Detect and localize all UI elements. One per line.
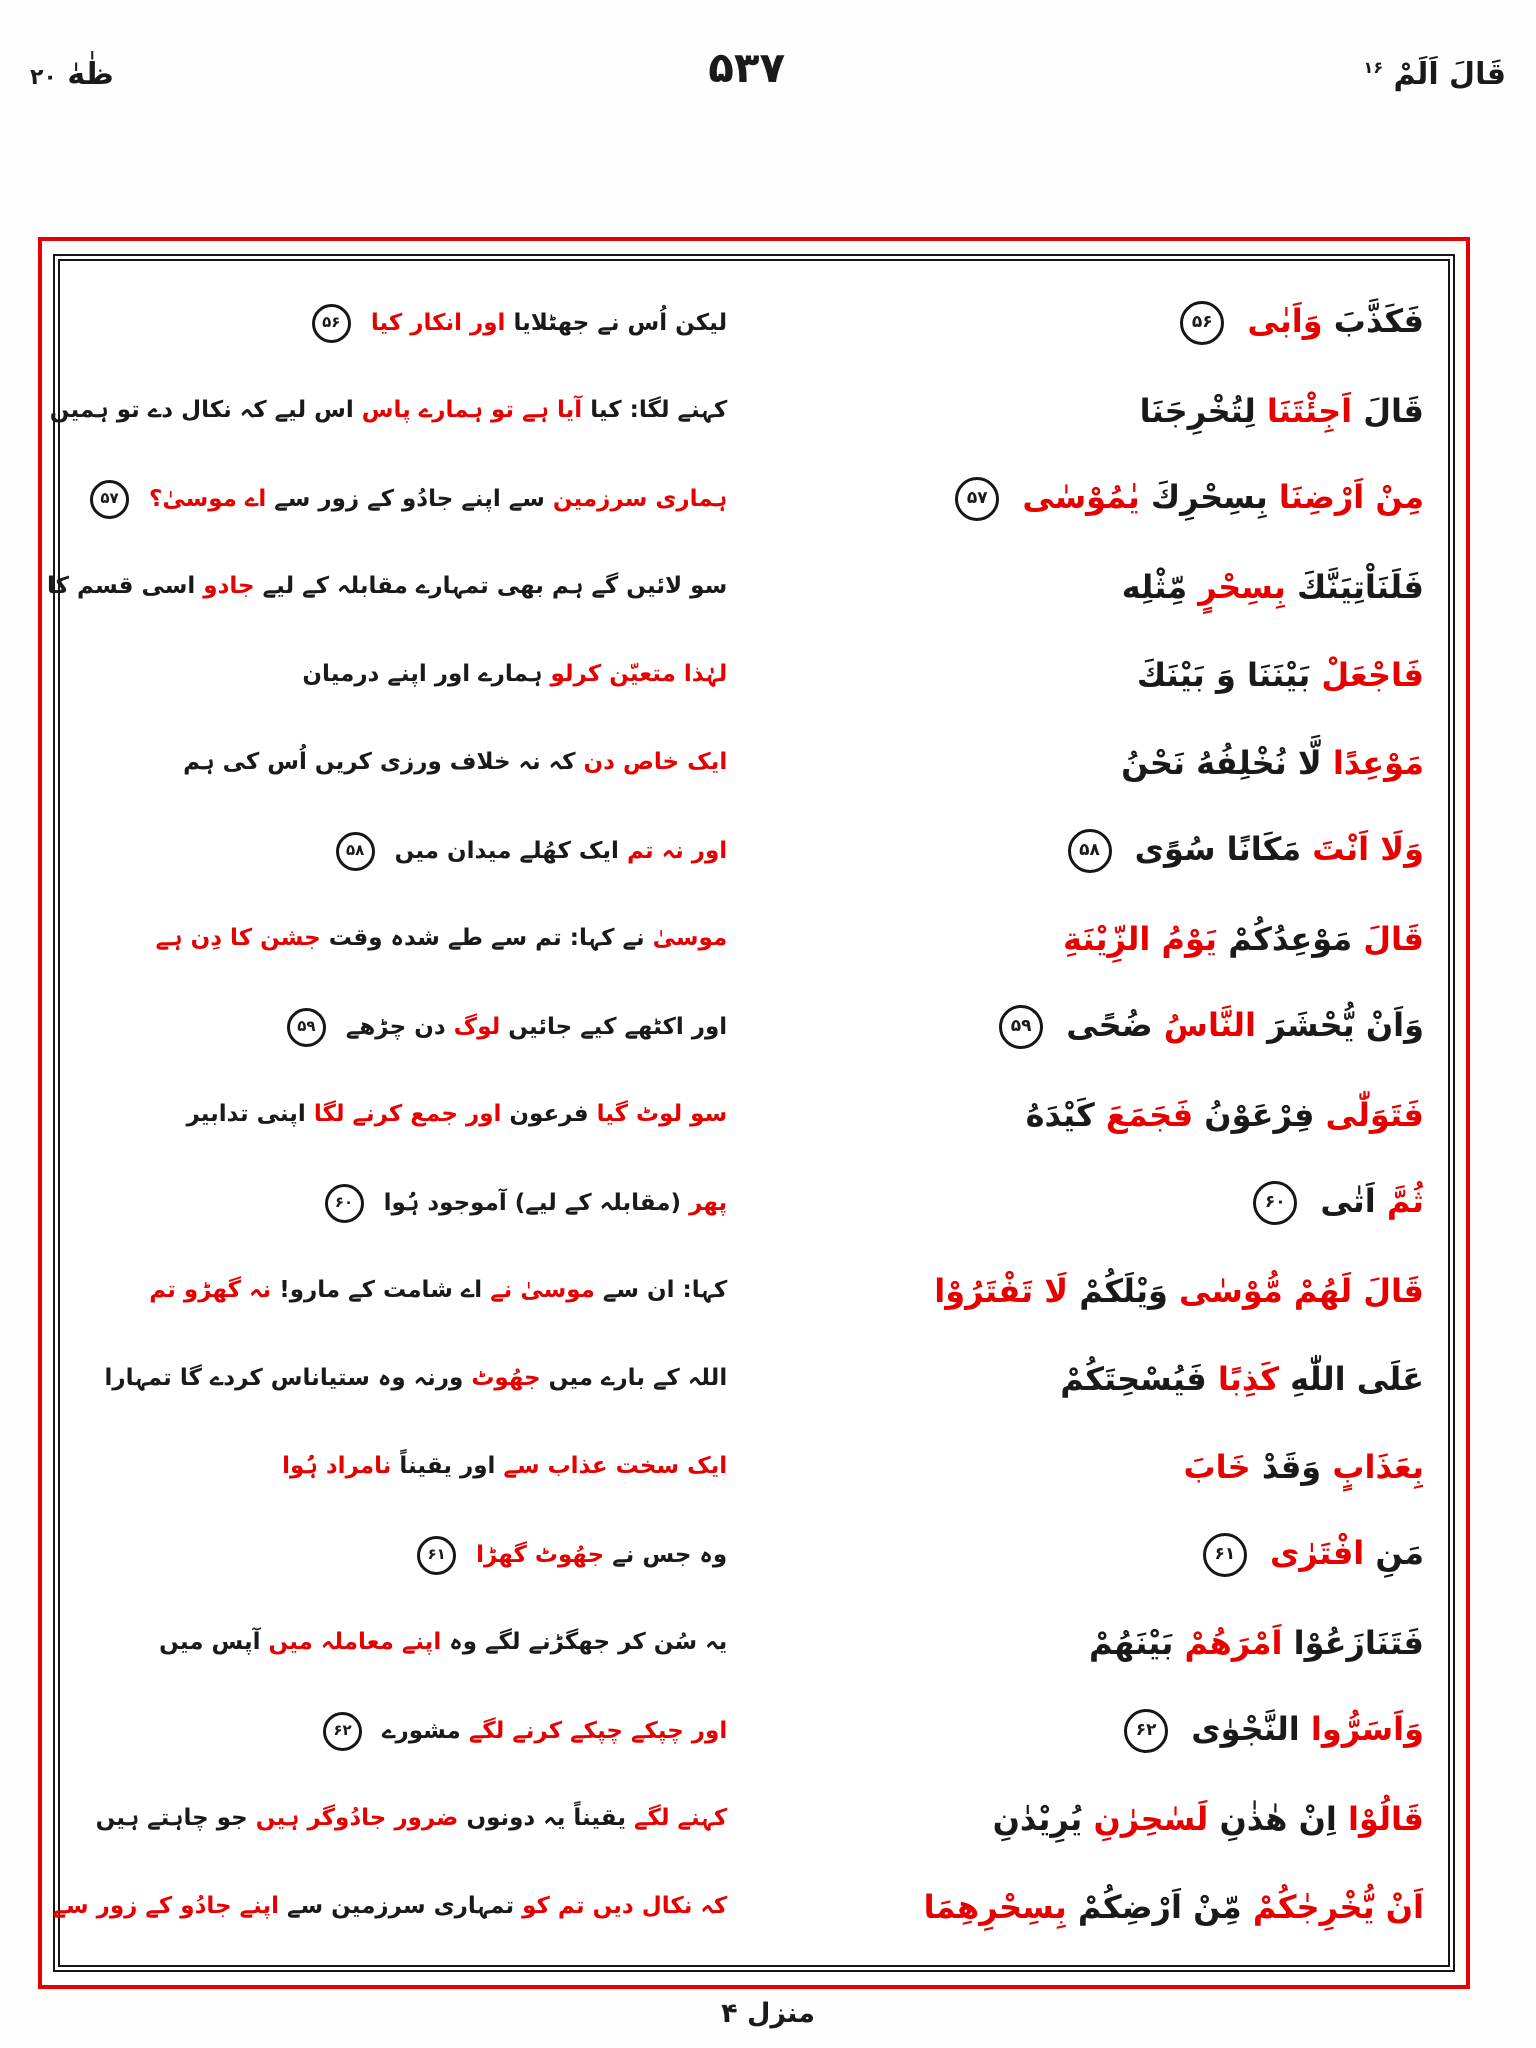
verse-row: [84, 1599, 1424, 1687]
text-segment: ایک کھُلے میدان میں: [394, 837, 619, 864]
text-segment: كَيْدَهُ: [1025, 1096, 1095, 1134]
text-segment: لَا تَفْتَرُوْا: [934, 1272, 1069, 1310]
verse-row: [84, 983, 1424, 1071]
text-segment: لوگ: [453, 1013, 501, 1040]
text-segment: اور چپکے چپکے کرنے لگے: [468, 1717, 728, 1744]
arabic-verse-line: [727, 1447, 1424, 1487]
arabic-verse-line: [727, 1181, 1424, 1225]
text-segment: فَلَنَاْتِيَنَّكَ: [1296, 568, 1424, 606]
verse-row: [84, 1775, 1424, 1863]
verse-row: [84, 1687, 1424, 1775]
text-segment: نے کہا: تم سے طے شدہ وقت: [328, 925, 645, 952]
text-segment: اس لیے کہ نکال دے تو ہمیں: [49, 397, 354, 424]
text-segment: لہٰذا متعیّن کرلو: [550, 661, 728, 688]
verse-row: [84, 1247, 1424, 1335]
text-segment: خَابَ: [1183, 1448, 1251, 1486]
surah-name: ظٰهٰ: [67, 57, 114, 92]
urdu-verse-line: [84, 1276, 727, 1306]
verse-row: [52, 1863, 1424, 1951]
text-segment: كَذِبًا: [1217, 1360, 1279, 1398]
text-segment: آپس میں: [159, 1629, 261, 1656]
verse-row: [84, 631, 1424, 719]
verse-row: [84, 1423, 1424, 1511]
verse-row: [84, 1159, 1424, 1247]
text-segment: بِسِحْرِكَ: [1150, 478, 1268, 516]
verse-number-badge: ۵۹: [287, 1008, 326, 1047]
arabic-verse-line: [727, 301, 1424, 345]
urdu-verse-line: [84, 1628, 727, 1658]
text-segment: اَمْرَهُمْ: [1184, 1624, 1283, 1662]
text-segment: نہ گھڑو تم: [149, 1277, 272, 1304]
urdu-verse-line: [84, 1184, 727, 1223]
verse-number-badge: ۵۸: [1068, 829, 1112, 873]
urdu-verse-line: [84, 1804, 727, 1834]
text-segment: کہ نہ خلاف ورزی کریں اُس کی ہم: [183, 749, 576, 776]
text-segment: مَكَانًا سُوًى: [1134, 830, 1302, 868]
verse-row: [84, 1335, 1424, 1423]
text-segment: جشن کا دِن ہے: [155, 925, 321, 952]
inner-black-border verses-table: [46, 254, 1455, 1972]
arabic-verse-line: [727, 1799, 1424, 1839]
urdu-verse-line: [84, 1452, 727, 1482]
text-segment: وَيْلَكُمْ: [1079, 1272, 1168, 1310]
text-segment: بَيْنَنَا وَ بَيْنَكَ: [1136, 656, 1311, 694]
text-segment: جادو: [203, 573, 255, 600]
text-segment: یقیناً یہ دونوں: [466, 1805, 626, 1832]
text-segment: اور جمع کرنے لگا: [313, 1101, 502, 1128]
urdu-verse-line: [84, 924, 727, 954]
text-segment: وَاَنْ يُّحْشَرَ: [1267, 1006, 1424, 1044]
juz-label: [1364, 57, 1506, 92]
text-segment: وَاَسَرُّوا: [1310, 1710, 1424, 1748]
text-segment: اِنْ هٰذٰنِ: [1219, 1800, 1337, 1838]
text-segment: تمہاری سرزمین سے: [287, 1893, 515, 1920]
text-segment: مَوْعِدًا: [1332, 744, 1424, 782]
text-segment: اور نہ تم: [626, 837, 728, 864]
arabic-verse-line: [727, 1359, 1424, 1399]
text-segment: النَّاسُ: [1163, 1006, 1256, 1044]
verse-row: [84, 719, 1424, 807]
text-segment: اور یقیناً: [399, 1453, 496, 1480]
arabic-verse-line: [727, 1623, 1424, 1663]
arabic-verse-line: [727, 829, 1424, 873]
text-segment: لیکن اُس نے جھٹلایا: [513, 309, 728, 336]
verse-number-badge: ۵۶: [312, 304, 351, 343]
text-segment: اے موسیٰ؟: [148, 485, 267, 512]
urdu-verse-line: [53, 1892, 728, 1922]
verse-row: [84, 1511, 1424, 1599]
text-segment: نامراد ہُوا: [282, 1453, 392, 1480]
text-segment: سو لائیں گے ہم بھی تمہارے مقابلہ کے لیے: [262, 573, 728, 600]
verse-number-badge: ۵۷: [90, 480, 129, 519]
text-segment: ایک خاص دن: [583, 749, 728, 776]
text-segment: بِسِحْرٍ: [1198, 568, 1286, 606]
urdu-verse-line: [50, 396, 727, 426]
text-segment: وَلَا اَنْتَ: [1312, 830, 1424, 868]
text-segment: اپنی تدابیر: [186, 1101, 306, 1128]
verse-row: [84, 279, 1424, 367]
text-segment: فَيُسْحِتَكُمْ: [1060, 1360, 1207, 1398]
text-segment: ہمارے اور اپنے درمیان: [302, 661, 543, 688]
verse-row: [84, 455, 1424, 543]
text-segment: جو چاہتے ہیں: [95, 1805, 248, 1832]
text-segment: وَقَدْ: [1261, 1448, 1322, 1486]
text-segment: مِّنْ اَرْضِكُمْ: [1077, 1888, 1242, 1926]
surah-number: ۲۰: [30, 65, 57, 90]
urdu-verse-line: [84, 304, 727, 343]
text-segment: مشورے: [382, 1717, 461, 1744]
verse-number-badge: ۵۸: [336, 832, 375, 871]
text-segment: ضُحًى: [1066, 1006, 1153, 1044]
urdu-verse-line: [84, 832, 727, 871]
text-segment: کہا: ان سے: [602, 1277, 728, 1304]
urdu-verse-line: [47, 572, 727, 602]
arabic-verse-line: [727, 391, 1424, 431]
text-segment: قَالَ لَهُمْ مُّوْسٰى: [1179, 1272, 1424, 1310]
verse-number-badge: ۶۱: [1203, 1533, 1247, 1577]
verse-row: [46, 543, 1424, 631]
text-segment: قَالُوْا: [1347, 1800, 1424, 1838]
text-segment: اپنے معاملہ میں: [268, 1629, 442, 1656]
text-segment: يَوْمُ الزِّيْنَةِ: [1063, 920, 1218, 958]
text-segment: کہنے لگا: کیا: [590, 397, 728, 424]
urdu-verse-line: [84, 1008, 727, 1047]
verse-number-badge: ۵۷: [955, 477, 999, 521]
text-segment: افْتَرٰى: [1270, 1534, 1365, 1572]
text-segment: مَوْعِدُكُمْ: [1228, 920, 1353, 958]
verse-row: [84, 807, 1424, 895]
text-segment: يٰمُوْسٰى: [1022, 478, 1140, 516]
text-segment: قَالَ: [1363, 920, 1424, 958]
text-segment: اپنے جادُو کے زور سے: [52, 1893, 279, 1920]
urdu-verse-line: [84, 1100, 727, 1130]
verse-row: [84, 1071, 1424, 1159]
juz-name: قَالَ اَلَمْ: [1393, 57, 1506, 92]
verse-number-badge: ۶۰: [325, 1184, 364, 1223]
text-segment: فَكَذَّبَ: [1333, 302, 1424, 340]
text-segment: دن چڑھے: [345, 1013, 446, 1040]
text-segment: سے اپنے جادُو کے زور سے: [274, 485, 545, 512]
text-segment: ہماری سرزمین: [552, 485, 728, 512]
verse-number-badge: ۵۹: [999, 1005, 1043, 1049]
arabic-verse-line: [727, 919, 1424, 959]
manzil-footer: منزل ۴: [721, 1998, 815, 2029]
text-segment: اور اکٹھے کیے جائیں: [508, 1013, 728, 1040]
text-segment: (مقابلہ کے لیے) آموجود ہُوا: [383, 1189, 682, 1216]
text-segment: اَتٰى: [1320, 1182, 1376, 1220]
surah-label: [30, 57, 114, 92]
text-segment: ورنہ وہ ستیاناس کردے گا تمہارا: [104, 1365, 464, 1392]
text-segment: جھُوٹ گھڑا: [476, 1541, 605, 1568]
text-segment: ایک سخت عذاب سے: [503, 1453, 728, 1480]
page-number: ۵۳۷: [708, 43, 786, 92]
text-segment: لَّا نُخْلِفُهُ نَحْنُ: [1121, 744, 1322, 782]
urdu-verse-line: [84, 1364, 727, 1394]
text-segment: ثُمَّ: [1386, 1182, 1424, 1220]
text-segment: لِتُخْرِجَنَا: [1139, 392, 1256, 430]
text-segment: بَيْنَهُمْ: [1088, 1624, 1174, 1662]
text-segment: اسی قسم کا: [46, 573, 196, 600]
text-segment: ضرور جادُوگر ہیں: [255, 1805, 459, 1832]
verse-number-badge: ۵۶: [1180, 301, 1224, 345]
text-segment: آیا ہے تو ہمارے پاس: [361, 397, 583, 424]
arabic-verse-line: [727, 1271, 1424, 1311]
text-segment: النَّجْوٰى: [1191, 1710, 1300, 1748]
text-segment: يُرِيْدٰنِ: [992, 1800, 1083, 1838]
text-segment: وہ جس نے: [612, 1541, 728, 1568]
text-segment: فَجَمَعَ: [1105, 1096, 1194, 1134]
text-segment: اور انکار کیا: [370, 309, 506, 336]
text-segment: مِّثْلِه: [1121, 568, 1188, 606]
urdu-verse-line: [84, 1536, 727, 1575]
text-segment: اے شامت کے مارو!: [279, 1277, 483, 1304]
arabic-verse-line: [727, 655, 1424, 695]
urdu-verse-line: [84, 1712, 727, 1751]
text-segment: موسیٰ نے: [490, 1277, 595, 1304]
text-segment: فَتَنَازَعُوْا: [1293, 1624, 1424, 1662]
verse-number-badge: ۶۲: [323, 1712, 362, 1751]
text-segment: کہنے لگے: [633, 1805, 728, 1832]
text-segment: مِنْ اَرْضِنَا: [1278, 478, 1424, 516]
verse-number-badge: ۶۲: [1124, 1709, 1168, 1753]
text-segment: لَسٰحِرٰنِ: [1093, 1800, 1209, 1838]
text-segment: وَاَبٰى: [1247, 302, 1323, 340]
text-segment: مَنِ: [1375, 1534, 1424, 1572]
outer-red-border: [38, 237, 1470, 1989]
arabic-verse-line: [727, 1709, 1424, 1753]
text-segment: موسیٰ: [652, 925, 728, 952]
text-segment: فِرْعَوْنُ: [1204, 1096, 1315, 1134]
arabic-verse-line: [727, 567, 1424, 607]
text-segment: پھر: [689, 1189, 728, 1216]
text-segment: سو لوٹ گیا: [596, 1101, 728, 1128]
juz-number: ۱۶: [1363, 58, 1384, 77]
urdu-verse-line: [84, 660, 727, 690]
arabic-verse-line: [727, 1095, 1424, 1135]
text-segment: فرعون: [509, 1101, 589, 1128]
verse-row: [84, 895, 1424, 983]
page-header: [30, 22, 1506, 92]
text-segment: اَجِئْتَنَا: [1266, 392, 1353, 430]
arabic-verse-line: [727, 1887, 1424, 1927]
urdu-verse-line: [84, 748, 727, 778]
text-segment: قَالَ: [1363, 392, 1424, 430]
text-segment: اللہ کے بارے میں: [548, 1365, 728, 1392]
text-segment: فَاجْعَلْ: [1321, 656, 1424, 694]
text-segment: اَنْ يُّخْرِجٰكُمْ: [1252, 1888, 1424, 1926]
text-segment: عَلَى اللّٰهِ: [1290, 1360, 1424, 1398]
arabic-verse-line: [727, 743, 1424, 783]
text-segment: کہ نکال دیں تم کو: [522, 1893, 728, 1920]
text-segment: فَتَوَلّٰى: [1325, 1096, 1424, 1134]
verse-number-badge: ۶۱: [417, 1536, 456, 1575]
text-segment: جھُوٹ: [471, 1365, 541, 1392]
text-segment: بِسِحْرِهِمَا: [923, 1888, 1067, 1926]
verse-number-badge: ۶۰: [1253, 1181, 1297, 1225]
arabic-verse-line: [727, 1533, 1424, 1577]
text-segment: یہ سُن کر جھگڑنے لگے وہ: [449, 1629, 728, 1656]
arabic-verse-line: [727, 1005, 1424, 1049]
urdu-verse-line: [84, 480, 727, 519]
text-segment: بِعَذَابٍ: [1332, 1448, 1424, 1486]
verse-row: [49, 367, 1424, 455]
arabic-verse-line: [727, 477, 1424, 521]
